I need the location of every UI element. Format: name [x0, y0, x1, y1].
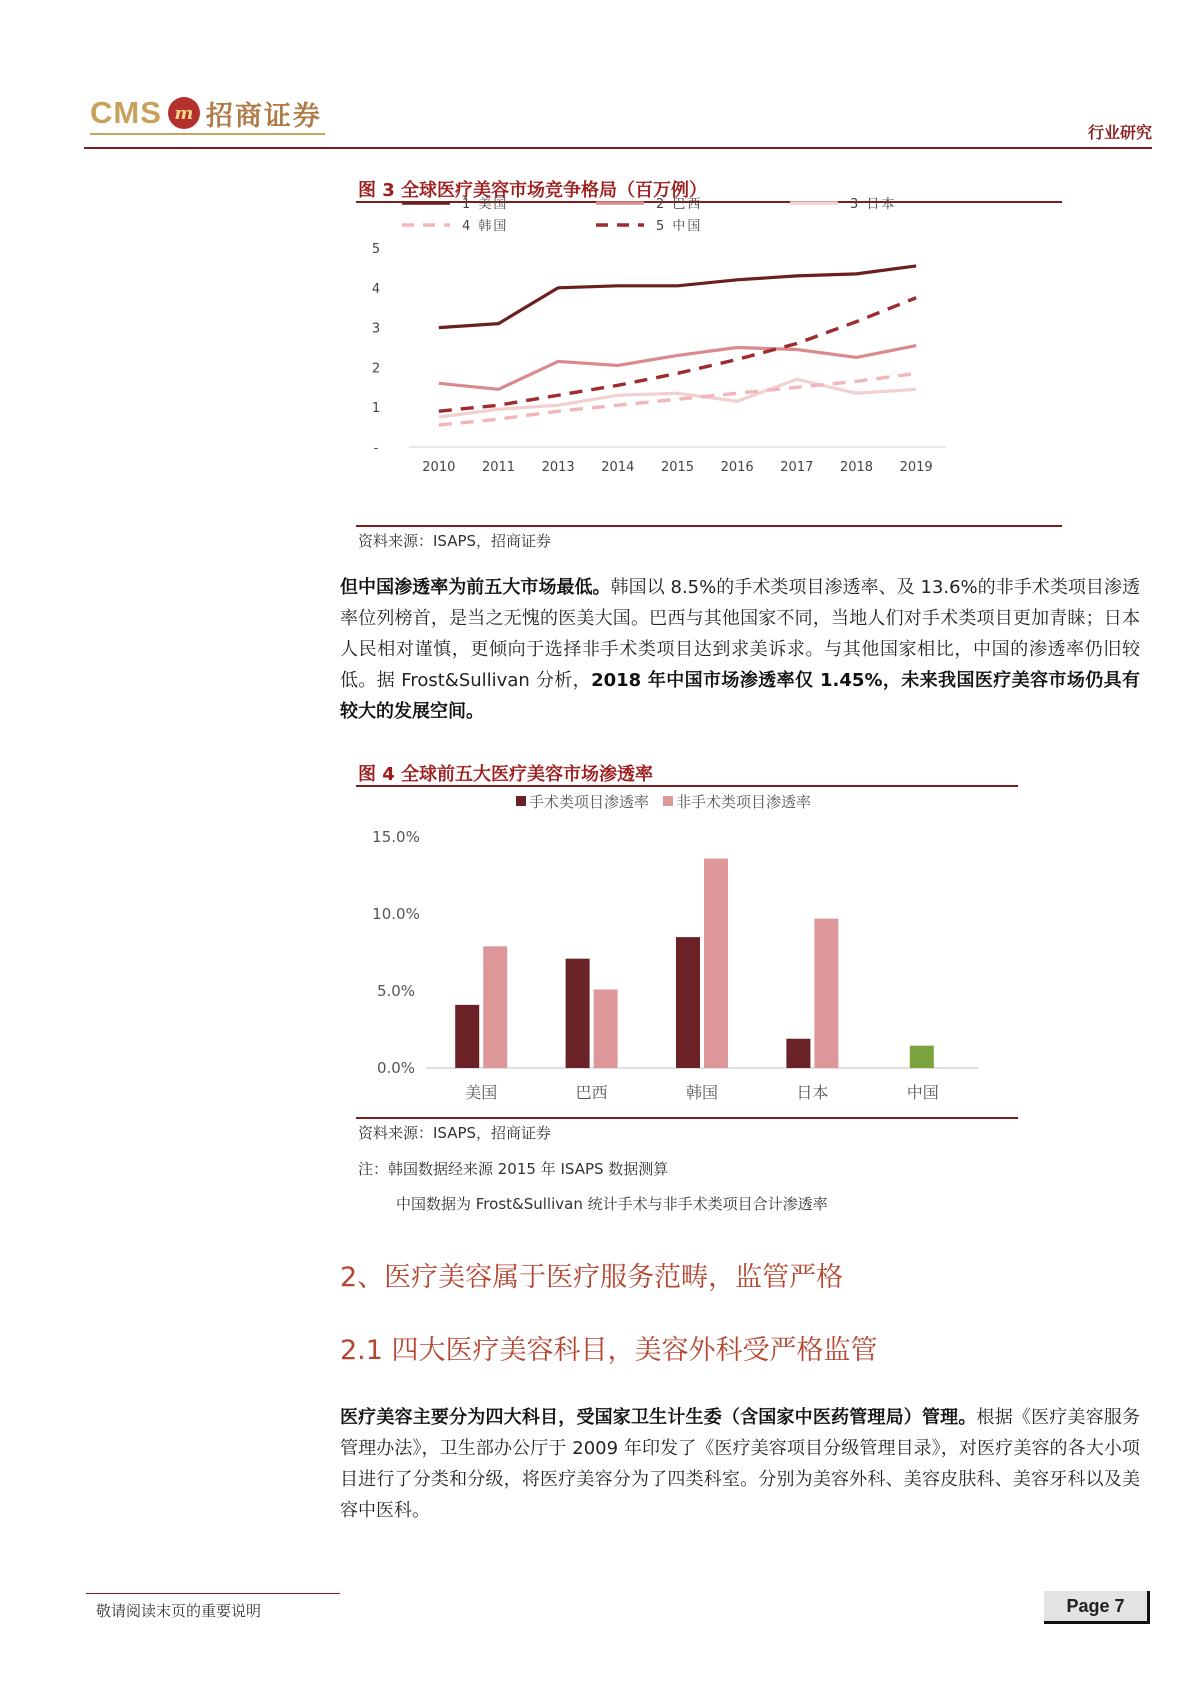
legend-label-4: 4 韩国 — [462, 219, 509, 234]
bar-surgical-1 — [455, 1005, 479, 1068]
bar-nonsurgical-1 — [483, 946, 507, 1068]
x-category-label: 中国 — [906, 1083, 939, 1102]
figure4-source: 资料来源：ISAPS，招商证券 — [358, 1124, 552, 1142]
chart4-legend — [516, 793, 811, 811]
legend-swatch-nonsurgical — [663, 796, 673, 806]
legend-label-1: 1 美国 — [462, 197, 509, 212]
figure4-bar-chart — [356, 790, 1018, 1115]
legend-label-2: 2 巴西 — [656, 197, 703, 212]
header-divider — [84, 147, 1152, 149]
x-tick-label: 2017 — [780, 460, 814, 475]
paragraph1-conclusion: 2018 年中国市场渗透率仅 1.45%，未来我国医疗美容市场仍具有较大的发展空间。 — [340, 670, 1140, 722]
x-tick-label: 2013 — [541, 460, 575, 475]
bar-surgical-4 — [786, 1039, 810, 1068]
page-number: Page 7 — [1044, 1591, 1150, 1624]
x-tick-label: 2018 — [839, 460, 874, 475]
paragraph1-lead: 但中国渗透率为前五大市场最低。 — [340, 577, 611, 598]
chart4-bars — [455, 859, 934, 1068]
y-tick-label: 2 — [371, 361, 381, 377]
paragraph2-lead: 医疗美容主要分为四大科目，受国家卫生计生委（含国家中医药管理局）管理。 — [340, 1407, 977, 1428]
chart3-series — [439, 266, 916, 425]
bar-nonsurgical-3 — [704, 859, 728, 1068]
x-category-label: 美国 — [465, 1083, 498, 1102]
bar-nonsurgical-4 — [814, 919, 838, 1068]
x-category-label: 巴西 — [575, 1083, 608, 1102]
figure4-bottom-rule — [356, 1117, 1018, 1119]
figure3-line-chart — [356, 197, 1062, 525]
legend-swatch-surgical — [516, 796, 526, 806]
logo-mark-icon: m — [168, 97, 200, 129]
paragraph-categories — [340, 1402, 1140, 1526]
logo-company-name: 招商证券 — [205, 100, 322, 132]
paragraph2-text: 根据《医疗美容服务管理办法》，卫生部办公厅于 2009 年印发了《医疗美容项目分级管理目录》，对医疗美容的各大小项目进行了分类和分级，将医疗美容分为了四类科室。分别为美容外科、美容皮肤科、美容牙科以及美容中医科。 — [340, 1407, 1141, 1521]
bar-surgical-2 — [566, 959, 590, 1068]
legend-label-nonsurgical: 非手术类项目渗透率 — [676, 793, 812, 811]
figure4-note-china: 中国数据为 Frost&Sullivan 统计手术与非手术类项目合计渗透率 — [396, 1195, 828, 1213]
y-tick-label: 5 — [371, 242, 381, 257]
section-heading-2-1: 2.1 四大医疗美容科目，美容外科受严格监管 — [340, 1335, 878, 1366]
bar-combined-5 — [910, 1046, 934, 1068]
y-tick-label: 4 — [371, 281, 381, 297]
logo-underline — [90, 133, 325, 135]
x-tick-label: 2014 — [601, 460, 635, 475]
y-tick-label: 3 — [371, 321, 381, 337]
x-tick-label: 2016 — [720, 460, 754, 475]
figure3-source: 资料来源：ISAPS，招商证券 — [358, 532, 552, 550]
company-logo — [90, 93, 322, 133]
x-tick-label: 2019 — [899, 460, 933, 475]
section-heading-2: 2、医疗美容属于医疗服务范畴，监管严格 — [340, 1262, 844, 1293]
report-section-label: 行业研究 — [1087, 123, 1152, 142]
x-tick-label: 2015 — [660, 460, 695, 475]
figure3-bottom-rule — [356, 525, 1062, 527]
paragraph-penetration — [340, 572, 1140, 727]
x-category-label: 韩国 — [685, 1083, 719, 1102]
legend-label-5: 5 中国 — [656, 219, 703, 234]
figure4-title-rule — [356, 785, 1018, 787]
legend-label-surgical: 手术类项目渗透率 — [529, 793, 650, 811]
y-tick-label: 10.0% — [372, 905, 420, 923]
bar-nonsurgical-2 — [594, 989, 618, 1068]
y-tick-label: 0.0% — [376, 1059, 416, 1077]
logo-latin: CMS — [90, 95, 162, 130]
x-category-label: 日本 — [796, 1083, 829, 1102]
figure4-note-korea: 注：韩国数据经来源 2015 年 ISAPS 数据测算 — [358, 1160, 669, 1178]
x-tick-label: 2010 — [422, 460, 456, 475]
y-tick-label: 1 — [371, 401, 381, 417]
y-tick-label: 5.0% — [376, 982, 416, 1000]
legend-label-3: 3 日本 — [850, 197, 897, 212]
footer-disclaimer-note: 敬请阅读末页的重要说明 — [96, 1602, 262, 1620]
footer-rule — [86, 1593, 340, 1594]
paragraph1-text: 韩国以 8.5%的手术类项目渗透率、及 13.6%的非手术类项目渗透率位列榜首，是当之无愧的医美大国。巴西与其他国家不同，当地人们对手术类项目更加青睐；日本人民相对谨慎，更倾向于选择非手术类项目达到求美诉求。与其他国家相比，中国的渗透率仍旧较低。据 Frost&Sullivan 分析， — [340, 577, 1141, 691]
x-tick-label: 2011 — [481, 460, 516, 475]
figure4-title: 图 4 全球前五大医疗美容市场渗透率 — [358, 764, 654, 785]
figure3-title: 图 3 全球医疗美容市场竞争格局（百万例） — [358, 180, 708, 201]
bar-surgical-3 — [676, 937, 700, 1068]
y-tick-label: - — [373, 441, 379, 456]
series-line-1 — [439, 266, 916, 328]
y-tick-label: 15.0% — [372, 828, 420, 846]
